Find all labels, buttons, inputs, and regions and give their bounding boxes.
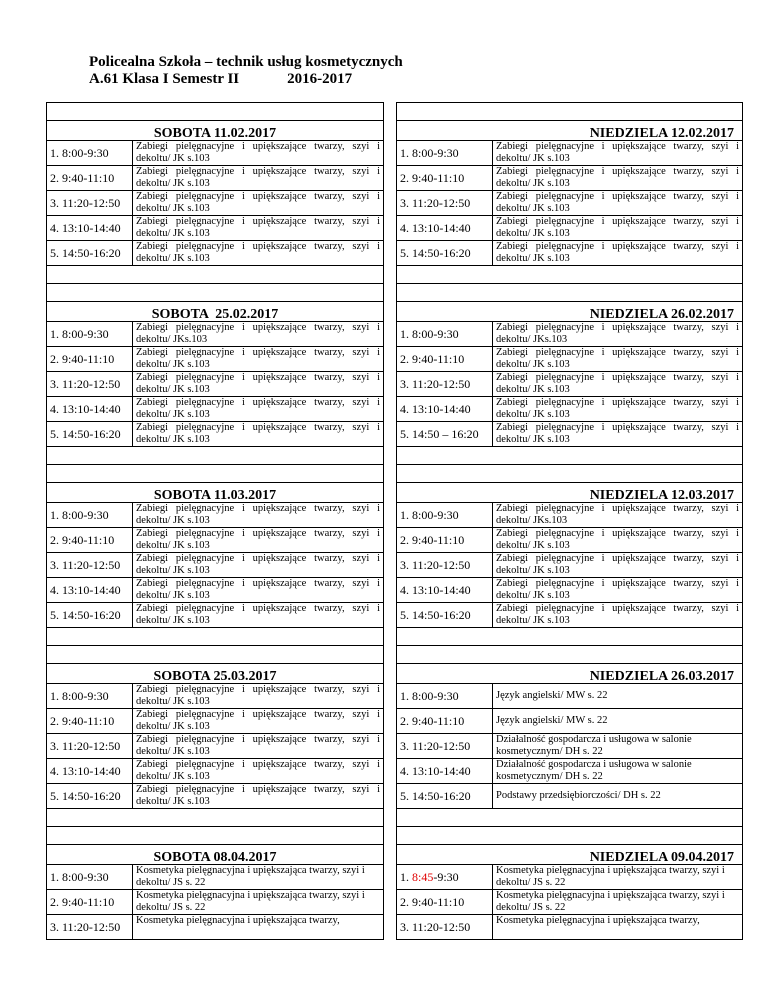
slot-time: 1. 8:00-9:30	[397, 141, 493, 166]
slot-subject: Kosmetyka pielęgnacyjna i upiększająca twarzy, szyi i dekoltu/ JS s. 22	[133, 890, 384, 915]
slot-subject: Zabiegi pielęgnacyjne i upiększające twarzy, szyi i dekoltu/ JKs.103	[133, 322, 384, 347]
day-title-row	[47, 483, 743, 503]
spacer-row	[47, 266, 743, 284]
schedule-row	[47, 216, 743, 241]
header-line-1: Policealna Szkoła – technik usług kosmetycznych	[89, 54, 403, 70]
header-class: A.61 Klasa I Semestr II	[89, 71, 240, 87]
saturday-title: SOBOTA 25.02.2017	[47, 302, 384, 322]
slot-subject: Zabiegi pielęgnacyjne i upiększające twarzy, szyi i dekoltu/ JK s.103	[493, 241, 743, 266]
slot-time: 2. 9:40-11:10	[47, 166, 133, 191]
day-title-row	[47, 664, 743, 684]
sunday-title: NIEDZIELA 26.03.2017	[397, 664, 743, 684]
slot-subject: Zabiegi pielęgnacyjne i upiększające twarzy, szyi i dekoltu/ JK s.103	[133, 347, 384, 372]
spacer-row	[47, 103, 743, 121]
schedule-row	[47, 709, 743, 734]
sunday-title: NIEDZIELA 12.03.2017	[397, 483, 743, 503]
document-header	[89, 54, 403, 88]
slot-subject: Zabiegi pielęgnacyjne i upiększające twarzy, szyi i dekoltu/ JK s.103	[133, 784, 384, 809]
schedule-row	[47, 890, 743, 915]
schedule-row	[47, 372, 743, 397]
slot-subject: Zabiegi pielęgnacyjne i upiększające twarzy, szyi i dekoltu/ JK s.103	[133, 372, 384, 397]
spacer-row	[47, 827, 743, 845]
slot-subject: Zabiegi pielęgnacyjne i upiększające twarzy, szyi i dekoltu/ JK s.103	[493, 422, 743, 447]
header-year: 2016-2017	[287, 71, 353, 87]
slot-time: 4. 13:10-14:40	[397, 578, 493, 603]
slot-time: 1. 8:00-9:30	[397, 322, 493, 347]
slot-subject: Zabiegi pielęgnacyjne i upiększające twarzy, szyi i dekoltu/ JK s.103	[493, 141, 743, 166]
slot-subject: Zabiegi pielęgnacyjne i upiększające twarzy, szyi i dekoltu/ JK s.103	[493, 191, 743, 216]
slot-subject: Zabiegi pielęgnacyjne i upiększające twarzy, szyi i dekoltu/ JK s.103	[133, 141, 384, 166]
slot-time: 2. 9:40-11:10	[397, 347, 493, 372]
schedule-row	[47, 553, 743, 578]
slot-time: 3. 11:20-12:50	[47, 734, 133, 759]
schedule-row	[47, 915, 743, 940]
slot-time: 1. 8:00-9:30	[47, 322, 133, 347]
slot-time: 4. 13:10-14:40	[47, 578, 133, 603]
slot-time: 1. 8:00-9:30	[47, 141, 133, 166]
schedule-row	[47, 347, 743, 372]
spacer-row	[47, 646, 743, 664]
slot-time: 2. 9:40-11:10	[47, 347, 133, 372]
slot-subject: Kosmetyka pielęgnacyjna i upiększająca twarzy, szyi i dekoltu/ JS s. 22	[493, 890, 743, 915]
slot-subject: Zabiegi pielęgnacyjne i upiększające twarzy, szyi i dekoltu/ JK s.103	[133, 241, 384, 266]
slot-time: 4. 13:10-14:40	[47, 759, 133, 784]
slot-subject: Zabiegi pielęgnacyjne i upiększające twarzy, szyi i dekoltu/ JK s.103	[133, 216, 384, 241]
slot-time: 3. 11:20-12:50	[47, 191, 133, 216]
schedule-row	[47, 865, 743, 890]
slot-subject: Zabiegi pielęgnacyjne i upiększające twarzy, szyi i dekoltu/ JK s.103	[493, 347, 743, 372]
schedule-table	[46, 102, 743, 940]
schedule-row	[47, 734, 743, 759]
schedule-row	[47, 322, 743, 347]
slot-time: 2. 9:40-11:10	[397, 709, 493, 734]
schedule-row	[47, 684, 743, 709]
slot-time: 3. 11:20-12:50	[397, 191, 493, 216]
slot-subject: Zabiegi pielęgnacyjne i upiększające twarzy, szyi i dekoltu/ JK s.103	[493, 528, 743, 553]
sunday-title: NIEDZIELA 12.02.2017	[397, 121, 743, 141]
sunday-title: NIEDZIELA 26.02.2017	[397, 302, 743, 322]
slot-time: 2. 9:40-11:10	[397, 528, 493, 553]
slot-time: 4. 13:10-14:40	[47, 216, 133, 241]
spacer-row	[47, 465, 743, 483]
slot-time-suffix: -9:30	[433, 870, 459, 884]
slot-time: 1. 8:00-9:30	[47, 684, 133, 709]
slot-time: 4. 13:10-14:40	[397, 397, 493, 422]
slot-subject: Zabiegi pielęgnacyjne i upiększające twarzy, szyi i dekoltu/ JK s.103	[133, 503, 384, 528]
slot-subject: Zabiegi pielęgnacyjne i upiększające twarzy, szyi i dekoltu/ JK s.103	[133, 553, 384, 578]
day-title-row	[47, 302, 743, 322]
changed-time: 8:45	[412, 870, 434, 884]
slot-time: 5. 14:50-16:20	[47, 784, 133, 809]
schedule-row	[47, 141, 743, 166]
slot-subject: Zabiegi pielęgnacyjne i upiększające twarzy, szyi i dekoltu/ JKs.103	[493, 322, 743, 347]
slot-time: 3. 11:20-12:50	[47, 553, 133, 578]
slot-subject: Zabiegi pielęgnacyjne i upiększające twarzy, szyi i dekoltu/ JK s.103	[493, 603, 743, 628]
slot-subject: Działalność gospodarcza i usługowa w salonie kosmetycznym/ DH s. 22	[493, 759, 743, 784]
slot-subject: Zabiegi pielęgnacyjne i upiększające twarzy, szyi i dekoltu/ JK s.103	[133, 734, 384, 759]
slot-subject: Kosmetyka pielęgnacyjna i upiększająca twarzy,	[133, 915, 384, 940]
slot-time: 5. 14:50-16:20	[47, 603, 133, 628]
slot-subject: Zabiegi pielęgnacyjne i upiększające twarzy, szyi i dekoltu/ JK s.103	[133, 397, 384, 422]
slot-subject: Kosmetyka pielęgnacyjna i upiększająca twarzy, szyi i dekoltu/ JS s. 22	[493, 865, 743, 890]
schedule-row	[47, 166, 743, 191]
header-line-2	[89, 71, 403, 88]
slot-time: 2. 9:40-11:10	[47, 709, 133, 734]
slot-subject: Zabiegi pielęgnacyjne i upiększające twarzy, szyi i dekoltu/ JK s.103	[133, 166, 384, 191]
slot-subject: Zabiegi pielęgnacyjne i upiększające twarzy, szyi i dekoltu/ JK s.103	[133, 528, 384, 553]
slot-subject: Zabiegi pielęgnacyjne i upiększające twarzy, szyi i dekoltu/ JK s.103	[493, 216, 743, 241]
slot-subject: Podstawy przedsiębiorczości/ DH s. 22	[493, 784, 743, 809]
spacer-row	[47, 628, 743, 646]
slot-time-prefix: 1.	[400, 870, 412, 884]
slot-subject: Język angielski/ MW s. 22	[493, 709, 743, 734]
slot-time: 3. 11:20-12:50	[397, 553, 493, 578]
slot-subject: Zabiegi pielęgnacyjne i upiększające twarzy, szyi i dekoltu/ JK s.103	[493, 166, 743, 191]
slot-time: 2. 9:40-11:10	[47, 890, 133, 915]
slot-time: 1. 8:00-9:30	[47, 503, 133, 528]
slot-time: 2. 9:40-11:10	[47, 528, 133, 553]
slot-time: 5. 14:50-16:20	[397, 603, 493, 628]
day-title-row	[47, 845, 743, 865]
slot-subject: Język angielski/ MW s. 22	[493, 684, 743, 709]
slot-subject: Zabiegi pielęgnacyjne i upiększające twarzy, szyi i dekoltu/ JK s.103	[133, 578, 384, 603]
slot-subject: Kosmetyka pielęgnacyjna i upiększająca twarzy, szyi i dekoltu/ JS s. 22	[133, 865, 384, 890]
slot-time: 5. 14:50 – 16:20	[397, 422, 493, 447]
slot-subject: Kosmetyka pielęgnacyjna i upiększająca twarzy,	[493, 915, 743, 940]
slot-time: 4. 13:10-14:40	[397, 759, 493, 784]
saturday-title: SOBOTA 08.04.2017	[47, 845, 384, 865]
schedule-row	[47, 503, 743, 528]
slot-subject: Zabiegi pielęgnacyjne i upiększające twarzy, szyi i dekoltu/ JKs.103	[493, 503, 743, 528]
saturday-title: SOBOTA 25.03.2017	[47, 664, 384, 684]
slot-subject: Zabiegi pielęgnacyjne i upiększające twarzy, szyi i dekoltu/ JK s.103	[493, 397, 743, 422]
slot-time: 1. 8:00-9:30	[397, 503, 493, 528]
schedule-row	[47, 603, 743, 628]
slot-time: 5. 14:50-16:20	[47, 422, 133, 447]
slot-subject: Zabiegi pielęgnacyjne i upiększające twarzy, szyi i dekoltu/ JK s.103	[493, 372, 743, 397]
slot-subject: Zabiegi pielęgnacyjne i upiększające twarzy, szyi i dekoltu/ JK s.103	[133, 191, 384, 216]
schedule-row	[47, 241, 743, 266]
sunday-title: NIEDZIELA 09.04.2017	[397, 845, 743, 865]
slot-subject: Zabiegi pielęgnacyjne i upiększające twarzy, szyi i dekoltu/ JK s.103	[493, 553, 743, 578]
slot-time: 1. 8:00-9:30	[397, 684, 493, 709]
saturday-title: SOBOTA 11.03.2017	[47, 483, 384, 503]
slot-subject: Działalność gospodarcza i usługowa w salonie kosmetycznym/ DH s. 22	[493, 734, 743, 759]
saturday-title: SOBOTA 11.02.2017	[47, 121, 384, 141]
slot-time: 4. 13:10-14:40	[397, 216, 493, 241]
slot-time: 3. 11:20-12:50	[47, 915, 133, 940]
slot-subject: Zabiegi pielęgnacyjne i upiększające twarzy, szyi i dekoltu/ JK s.103	[133, 603, 384, 628]
slot-time: 2. 9:40-11:10	[397, 166, 493, 191]
slot-time: 2. 9:40-11:10	[397, 890, 493, 915]
day-title-row	[47, 121, 743, 141]
slot-time	[397, 865, 493, 890]
schedule-row	[47, 191, 743, 216]
slot-time: 3. 11:20-12:50	[397, 734, 493, 759]
slot-subject: Zabiegi pielęgnacyjne i upiększające twarzy, szyi i dekoltu/ JK s.103	[133, 684, 384, 709]
spacer-row	[47, 809, 743, 827]
slot-time: 5. 14:50-16:20	[397, 784, 493, 809]
slot-subject: Zabiegi pielęgnacyjne i upiększające twarzy, szyi i dekoltu/ JK s.103	[133, 759, 384, 784]
slot-subject: Zabiegi pielęgnacyjne i upiększające twarzy, szyi i dekoltu/ JK s.103	[133, 422, 384, 447]
slot-time: 3. 11:20-12:50	[397, 372, 493, 397]
slot-time: 1. 8:00-9:30	[47, 865, 133, 890]
spacer-row	[47, 447, 743, 465]
slot-time: 3. 11:20-12:50	[397, 915, 493, 940]
schedule-row	[47, 422, 743, 447]
slot-time: 5. 14:50-16:20	[397, 241, 493, 266]
slot-subject: Zabiegi pielęgnacyjne i upiększające twarzy, szyi i dekoltu/ JK s.103	[493, 578, 743, 603]
schedule-row	[47, 397, 743, 422]
slot-time: 5. 14:50-16:20	[47, 241, 133, 266]
slot-time: 4. 13:10-14:40	[47, 397, 133, 422]
schedule-row	[47, 759, 743, 784]
spacer-row	[47, 284, 743, 302]
schedule-row	[47, 784, 743, 809]
slot-subject: Zabiegi pielęgnacyjne i upiększające twarzy, szyi i dekoltu/ JK s.103	[133, 709, 384, 734]
schedule-row	[47, 528, 743, 553]
schedule-row	[47, 578, 743, 603]
slot-time: 3. 11:20-12:50	[47, 372, 133, 397]
